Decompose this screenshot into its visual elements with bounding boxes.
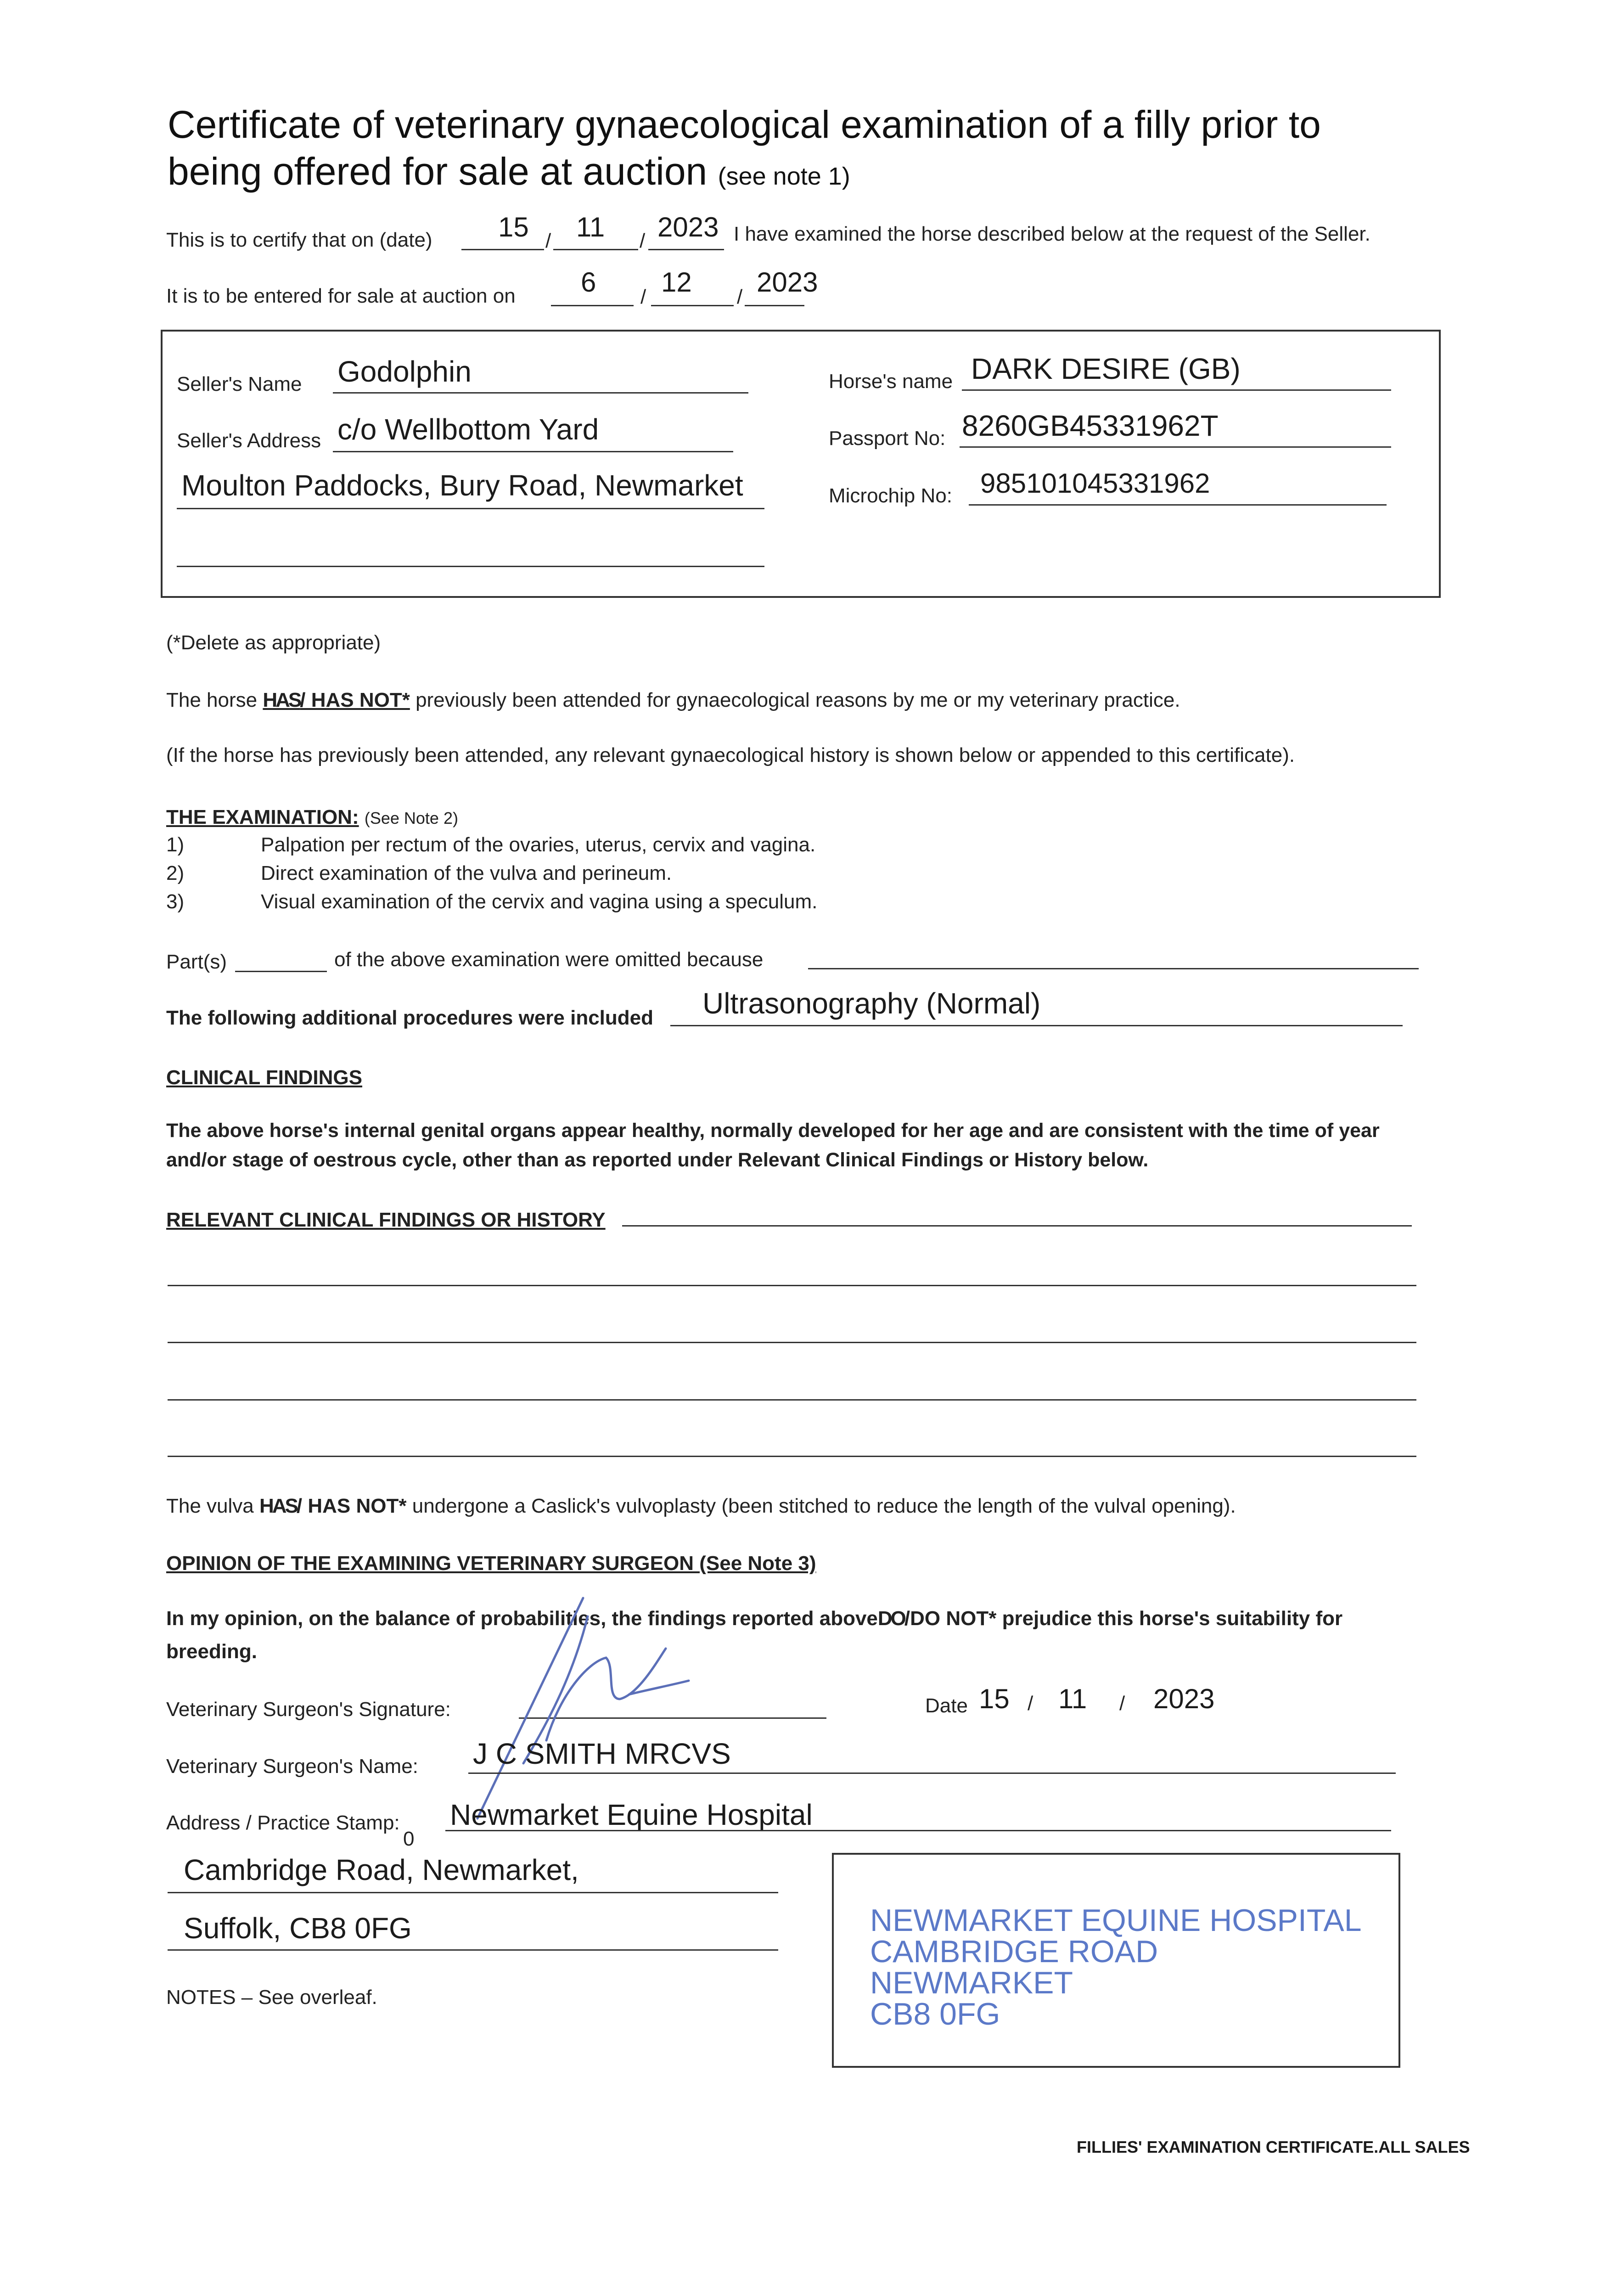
practice-address-1: Cambridge Road, Newmarket, [184, 1853, 579, 1886]
seller-name-label: Seller's Name [177, 373, 302, 395]
examination-heading: THE EXAMINATION: (See Note 2) [166, 806, 458, 828]
title-line-1: Certificate of veterinary gynaecological examination of a filly prior to [168, 103, 1321, 146]
microchip-number: 985101045331962 [980, 468, 1210, 499]
auction-year-line [745, 305, 804, 306]
seller-address-label: Seller's Address [177, 429, 321, 452]
auction-month-line [651, 305, 734, 306]
signature-date-sep-1: / [1028, 1692, 1033, 1715]
delete-note: (*Delete as appropriate) [166, 631, 381, 654]
practice-address-2: Suffolk, CB8 0FG [184, 1912, 412, 1945]
certify-prefix: This is to certify that on (date) [166, 229, 432, 251]
seller-address-line-1 [333, 451, 733, 452]
exam-item-2-text: Direct examination of the vulva and perineum. [261, 862, 672, 884]
clinical-text-2: and/or stage of oestrous cycle, other than as reported under Relevant Clinical Findings or History below. [166, 1149, 1149, 1171]
additional-label: The following additional procedures were included [166, 1007, 654, 1029]
certify-year-line [648, 249, 724, 250]
seller-address-2: Moulton Paddocks, Bury Road, Newmarket [181, 469, 743, 502]
vulva-choice: HAS/ HAS NOT* [259, 1495, 407, 1517]
attended-note: (If the horse has previously been attended, any relevant gynaecological history is shown below or appended to this certificate). [166, 744, 1295, 766]
stamp-line-3: NEWMARKET [870, 1965, 1073, 2000]
opinion-text-2: breeding. [166, 1640, 258, 1663]
exam-item-3-text: Visual examination of the cervix and vagina using a speculum. [261, 890, 818, 913]
relevant-heading: RELEVANT CLINICAL FINDINGS OR HISTORY [166, 1209, 606, 1231]
auction-year: 2023 [757, 267, 818, 298]
additional-line [670, 1025, 1403, 1026]
seller-address-line-2 [177, 508, 764, 509]
passport-label: Passport No: [829, 427, 946, 450]
omitted-reason-line [808, 968, 1419, 969]
auction-month: 12 [661, 267, 692, 298]
passport-number: 8260GB45331962T [962, 409, 1219, 442]
attended-struck-option: HAS [263, 689, 300, 711]
title-line-2: being offered for sale at auction (see note 1) [168, 150, 850, 193]
certify-month-line [553, 249, 638, 250]
seller-name: Godolphin [337, 355, 472, 388]
seller-address-line-3 [177, 566, 764, 567]
signature-date-label: Date [925, 1694, 968, 1717]
horse-name: DARK DESIRE (GB) [971, 352, 1241, 385]
signature-label: Veterinary Surgeon's Signature: [166, 1698, 451, 1721]
omitted-middle: of the above examination were omitted because [334, 948, 764, 971]
auction-sep-1: / [640, 286, 646, 308]
stamp-line-2: CAMBRIDGE ROAD [870, 1934, 1158, 1969]
passport-line [960, 446, 1391, 448]
signature-mark [468, 1580, 725, 1828]
opinion-heading: OPINION OF THE EXAMINING VETERINARY SURGEON (See Note 3) [166, 1552, 816, 1575]
certificate-title [168, 101, 1321, 195]
vulva-statement: The vulva HAS/ HAS NOT* undergone a Caslick's vulvoplasty (been stitched to reduce the length of the vulval opening). [166, 1495, 1236, 1517]
omitted-prefix: Part(s) [166, 951, 227, 973]
certify-month: 11 [576, 212, 605, 242]
certify-year: 2023 [657, 212, 719, 242]
practice-address-line-1 [168, 1892, 778, 1893]
exam-item-1-text: Palpation per rectum of the ovaries, uterus, cervix and vagina. [261, 833, 816, 856]
clinical-heading: CLINICAL FINDINGS [166, 1066, 362, 1089]
certify-sep-1: / [545, 230, 551, 252]
address-stray-mark: 0 [403, 1828, 415, 1850]
microchip-line [969, 504, 1387, 506]
footer: FILLIES' EXAMINATION CERTIFICATE.ALL SALES [1077, 2138, 1470, 2156]
practice-stamp [870, 1905, 1362, 2030]
certify-day: 15 [498, 212, 529, 242]
relevant-line-4 [168, 1456, 1416, 1457]
practice-name: Newmarket Equine Hospital [450, 1798, 813, 1831]
surgeon-name: J C SMITH MRCVS [473, 1737, 731, 1770]
opinion-text-1: In my opinion, on the balance of probabilities, the findings reported aboveDO/DO NOT* prejudice this horse's suitability for [166, 1607, 1343, 1630]
clinical-text-1: The above horse's internal genital organs appear healthy, normally developed for her age and are consistent with the time of year [166, 1120, 1380, 1142]
exam-item-2-num: 2) [166, 862, 185, 884]
omitted-parts-line [235, 971, 327, 972]
horse-name-line [962, 389, 1391, 391]
stamp-line-1: NEWMARKET EQUINE HOSPITAL [870, 1903, 1362, 1938]
signature-date-year: 2023 [1153, 1683, 1215, 1714]
auction-sep-2: / [737, 286, 743, 308]
practice-line [445, 1830, 1391, 1831]
practice-address-line-2 [168, 1949, 778, 1951]
relevant-line-0 [622, 1225, 1412, 1227]
surgeon-name-label: Veterinary Surgeon's Name: [166, 1755, 418, 1778]
opinion-struck-option: DO [877, 1607, 904, 1630]
auction-day: 6 [581, 267, 596, 298]
signature-date-sep-2: / [1119, 1692, 1125, 1715]
title-note: (see note 1) [718, 163, 850, 191]
relevant-line-3 [168, 1399, 1416, 1401]
relevant-line-2 [168, 1342, 1416, 1343]
certify-day-line [461, 249, 544, 250]
address-label: Address / Practice Stamp: [166, 1812, 400, 1834]
stamp-line-4: CB8 0FG [870, 1997, 1000, 2032]
seller-address-1: c/o Wellbottom Yard [337, 413, 599, 446]
attended-statement: The horse HAS/ HAS NOT* previously been attended for gynaecological reasons by me or my veterinary practice. [166, 689, 1180, 711]
microchip-label: Microchip No: [829, 484, 952, 507]
seller-name-line [333, 392, 748, 394]
auction-prefix: It is to be entered for sale at auction on [166, 285, 516, 307]
certify-suffix: I have examined the horse described below at the request of the Seller. [734, 223, 1370, 245]
exam-item-3-num: 3) [166, 890, 185, 913]
horse-name-label: Horse's name [829, 370, 953, 393]
attended-choice: HAS/ HAS NOT* [263, 689, 410, 711]
additional-value: Ultrasonography (Normal) [702, 987, 1041, 1020]
notes: NOTES – See overleaf. [166, 1986, 377, 2009]
certify-sep-2: / [640, 230, 646, 252]
vulva-struck-option: HAS [259, 1495, 297, 1517]
surgeon-name-line [468, 1773, 1396, 1774]
signature-date-month: 11 [1058, 1683, 1087, 1714]
auction-day-line [551, 305, 634, 306]
relevant-line-1 [168, 1285, 1416, 1286]
exam-item-1-num: 1) [166, 833, 185, 856]
signature-date-day: 15 [979, 1683, 1010, 1714]
